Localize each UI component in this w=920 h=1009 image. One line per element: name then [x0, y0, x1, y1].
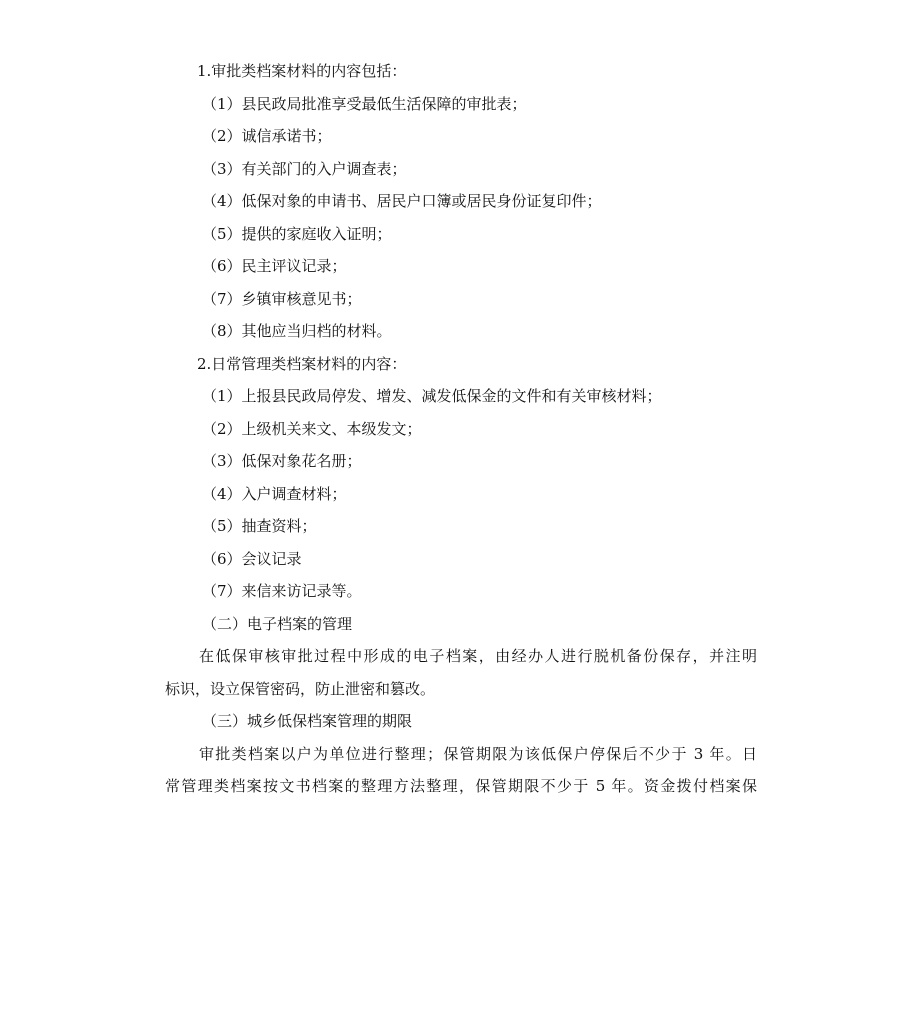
archive-term-paragraph-line: 常管理类档案按文书档案的整理方法整理，保管期限不少于 5 年。资金拨付档案保 — [165, 777, 757, 795]
list-item: （2）上级机关来文、本级发文； — [202, 419, 422, 438]
section2-heading: 2.日常管理类档案材料的内容： — [197, 354, 407, 373]
electronic-archive-paragraph-line: 在低保审核审批过程中形成的电子档案，由经办人进行脱机备份保存，并注明 — [199, 647, 757, 665]
list-item: （4）低保对象的申请书、居民户口簿或居民身份证复印件； — [202, 192, 602, 210]
list-item: （3）低保对象花名册； — [202, 452, 362, 470]
list-item: （7）来信来访记录等。 — [202, 582, 362, 600]
list-item: （5）提供的家庭收入证明； — [202, 224, 392, 243]
list-item: （4）入户调查材料； — [202, 484, 347, 503]
section1-heading: 1.审批类档案材料的内容包括： — [197, 62, 407, 80]
list-item: （1）县民政局批准享受最低生活保障的审批表； — [202, 94, 527, 113]
electronic-archive-heading: （二）电子档案的管理 — [202, 614, 353, 633]
archive-term-heading: （三）城乡低保档案管理的期限 — [202, 712, 413, 730]
list-item: （5）抽查资料； — [202, 517, 317, 535]
electronic-archive-paragraph-line: 标识，设立保管密码，防止泄密和篡改。 — [165, 679, 436, 698]
archive-term-paragraph-line: 审批类档案以户为单位进行整理；保管期限为该低保户停保后不少于 3 年。日 — [199, 744, 757, 763]
list-item: （6）民主评议记录； — [202, 257, 347, 275]
list-item: （1）上报县民政局停发、增发、减发低保金的文件和有关审核材料； — [202, 387, 662, 405]
list-item: （8）其他应当归档的材料。 — [202, 322, 392, 340]
list-item: （2）诚信承诺书； — [202, 127, 332, 145]
list-item: （3）有关部门的入户调查表； — [202, 159, 407, 178]
list-item: （7）乡镇审核意见书； — [202, 289, 362, 308]
document-body — [165, 55, 757, 803]
list-item: （6）会议记录 — [202, 549, 302, 568]
